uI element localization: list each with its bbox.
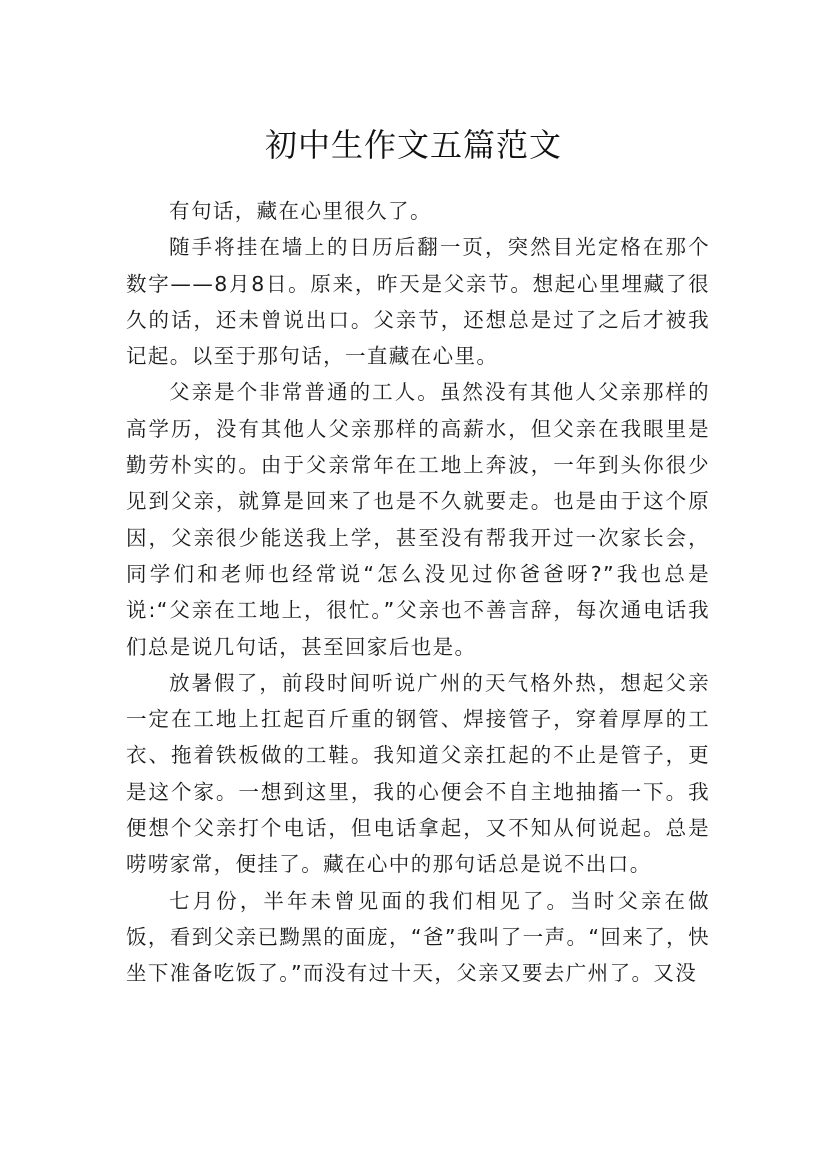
essay-body [126, 193, 710, 992]
paragraph: 有句话，藏在心里很久了。 [169, 199, 432, 223]
paragraph: 放暑假了，前段时间听说广州的天气格外热，想起父亲一定在工地上扛起百斤重的钢管、焊接管子，穿着厚厚的工衣、拖着铁板做的工鞋。我知道父亲扛起的不止是管子，更是这个家。一想到这里，我的心便会不自主地抽搐一下。我便想个父亲打个电话，但电话拿起，又不知从何说起。总是唠唠家常，便挂了。藏在心中的那句话总是说不出口。 [126, 670, 710, 877]
paragraph: 七月份，半年未曾见面的我们相见了。当时父亲在做饭，看到父亲已黝黑的面庞，“爸”我叫了一声。“回来了，快坐下准备吃饭了。”而没有过十天，父亲又要去广州了。又没 [126, 888, 710, 986]
paragraph: 父亲是个非常普通的工人。虽然没有其他人父亲那样的高学历，没有其他人父亲那样的高薪水，但父亲在我眼里是勤劳朴实的。由于父亲常年在工地上奔波，一年到头你很少见到父亲，就算是回来了也是不久就要走。也是由于这个原因，父亲很少能送我上学，甚至没有帮我开过一次家长会，同学们和老师也经常说“怎么没见过你爸爸呀?”我也总是说:“父亲在工地上，很忙。”父亲也不善言辞，每次通电话我们总是说几句话，甚至回家后也是。 [126, 380, 710, 659]
paragraph: 随手将挂在墙上的日历后翻一页，突然目光定格在那个数字——8月8日。原来，昨天是父亲节。想起心里埋藏了很久的话，还未曾说出口。父亲节，还想总是过了之后才被我记起。以至于那句话，一直藏在心里。 [126, 235, 710, 369]
document-title: 初中生作文五篇范文 [264, 126, 562, 165]
